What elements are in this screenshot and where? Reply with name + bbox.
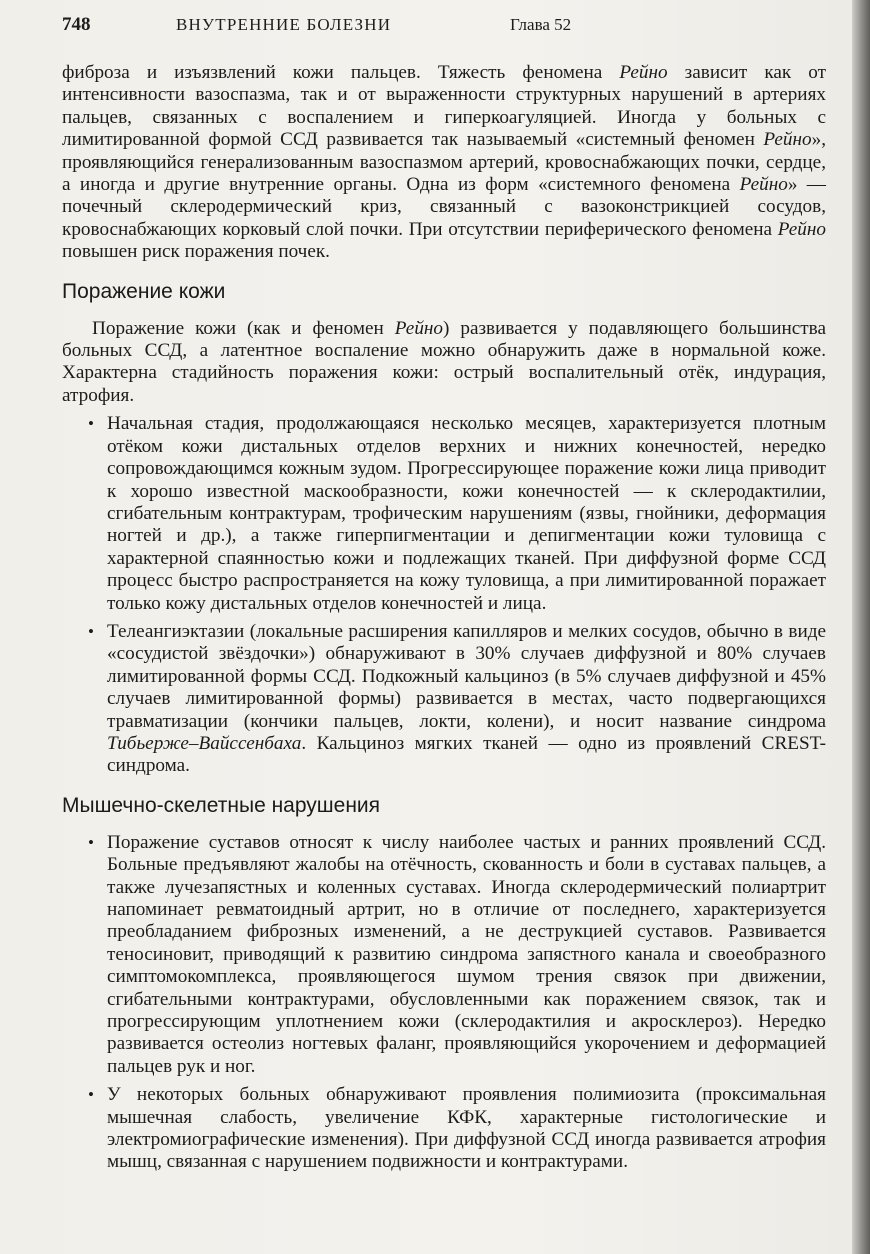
section-heading-skin: Поражение кожи <box>62 279 226 303</box>
musculoskeletal-bullet-list <box>62 832 826 1174</box>
page-number: 748 <box>62 14 91 35</box>
bullet-icon: • <box>88 832 94 852</box>
page-content <box>62 62 826 1180</box>
running-head <box>62 14 822 42</box>
bullet-icon: • <box>88 621 94 641</box>
bullet-icon: • <box>88 1085 94 1105</box>
list-item: • Поражение суставов относят к числу наиболее частых и ранних проявлений ССД. Больные предъявляют жалобы на отёчность, скованность и боли в суставах пальцев, а также лучезапястных и коленных суставах. Иногда склеродермический полиартрит напоминает ревматоидный артрит, но в отличие от последнего, характеризуется преобладанием фиброзных изменений, а не деструкцией суставов. Развивается теносиновит, приводящий к развитию синдрома запястного канала и своеобразного симптомокомплекса, проявляющегося шумом трения связок при движении, сгибательными контрактурами, обусловленными как поражением связок, так и прогрессирующим уплотнением кожи (склеродактилия и акросклероз). Нередко развивается остеолиз ногтевых фаланг, проявляющийся укорочением и деформацией пальцев рук и ног. <box>88 831 826 1077</box>
chapter-label: Глава 52 <box>510 15 572 34</box>
book-title: ВНУТРЕННИЕ БОЛЕЗНИ <box>176 15 392 34</box>
bullet-icon: • <box>88 414 94 434</box>
list-item: • Телеангиэктазии (локальные расширения капилляров и мелких сосудов, обычно в виде «сосудистой звёздочки») обнаруживают в 30% случаев диффузной и 80% случаев лимитированной формы ССД. Подкожный кальциноз (в 5% случаев диффузной и 45% случаев лимитированной формы) развивается в местах, часто подвергающихся травматизации (кончики пальцев, локти, колени), и носит название синдрома Тибьерже–Вайссенбаха. Кальциноз мягких тканей — одно из проявлений CREST-синдрома. <box>88 620 826 777</box>
book-spine-shadow <box>852 0 870 1254</box>
raynaud-term: Рейно <box>777 218 826 240</box>
list-item: • У некоторых больных обнаруживают проявления полимиозита (проксимальная мышечная слабость, увеличение КФК, характерные гистологические и электромиографические изменения). При диффузной ССД иногда развивается атрофия мышц, связанная с нарушением подвижности и контрактурами. <box>88 1084 826 1173</box>
intro-paragraph: фиброза и изъязвлений кожи пальцев. Тяжесть феномена Рейно зависит как от интенсивности вазоспазма, так и от выраженности структурных нарушений в артериях пальцев, связанных с воспалением и гиперкоагуляцией. Иногда у больных с лимитированной формой ССД развивается так называемый «системный феномен Рейно», проявляющийся генерализованным вазоспазмом артерий, кровоснабжающих почки, сердце, а иногда и другие внутренние органы. Одна из форм «системного феномена Рейно» — почечный склеродермический криз, связанный с вазоконстрикцией сосудов, кровоснабжающих корковый слой почки. При отсутствии периферического феномена Рейно повышен риск поражения почек. <box>62 62 826 263</box>
raynaud-term: Рейно <box>763 129 812 151</box>
skin-lead-paragraph: Поражение кожи (как и феномен Рейно) развивается у подавляющего большинства больных ССД, а латентное воспаление можно обнаружить даже в нормальной коже. Характерна стадийность поражения кожи: острый воспалительный отёк, индурация, атрофия. <box>62 317 827 406</box>
raynaud-term: Рейно <box>394 317 444 339</box>
raynaud-term: Рейно <box>619 62 668 83</box>
skin-bullet-list <box>62 413 826 778</box>
list-item: • Начальная стадия, продолжающаяся несколько месяцев, характеризуется плотным отёком кожи дистальных отделов верхних и нижних конечностей, нередко сопровождающимся кожным зудом. Прогрессирующее поражение кожи лица приводит к хорошо известной маскообразности, кожи конечностей — к склеродактилии, сгибательным контрактурам, трофическим нарушениям (язвы, гнойники, деформация ногтей и др.), а также гиперпигментации и депигментации кожи туловища с характерной спаянностью кожи и подлежащих тканей. При диффузной форме ССД процесс быстро распространяется на кожу туловища, а при лимитированной поражает только кожу дистальных отделов конечностей и лица. <box>88 413 826 614</box>
syndrome-name: Тибьерже–Вайссенбаха <box>107 732 302 754</box>
section-heading-musculoskeletal: Мышечно-скелетные нарушения <box>62 793 381 817</box>
raynaud-term: Рейно <box>739 174 788 196</box>
